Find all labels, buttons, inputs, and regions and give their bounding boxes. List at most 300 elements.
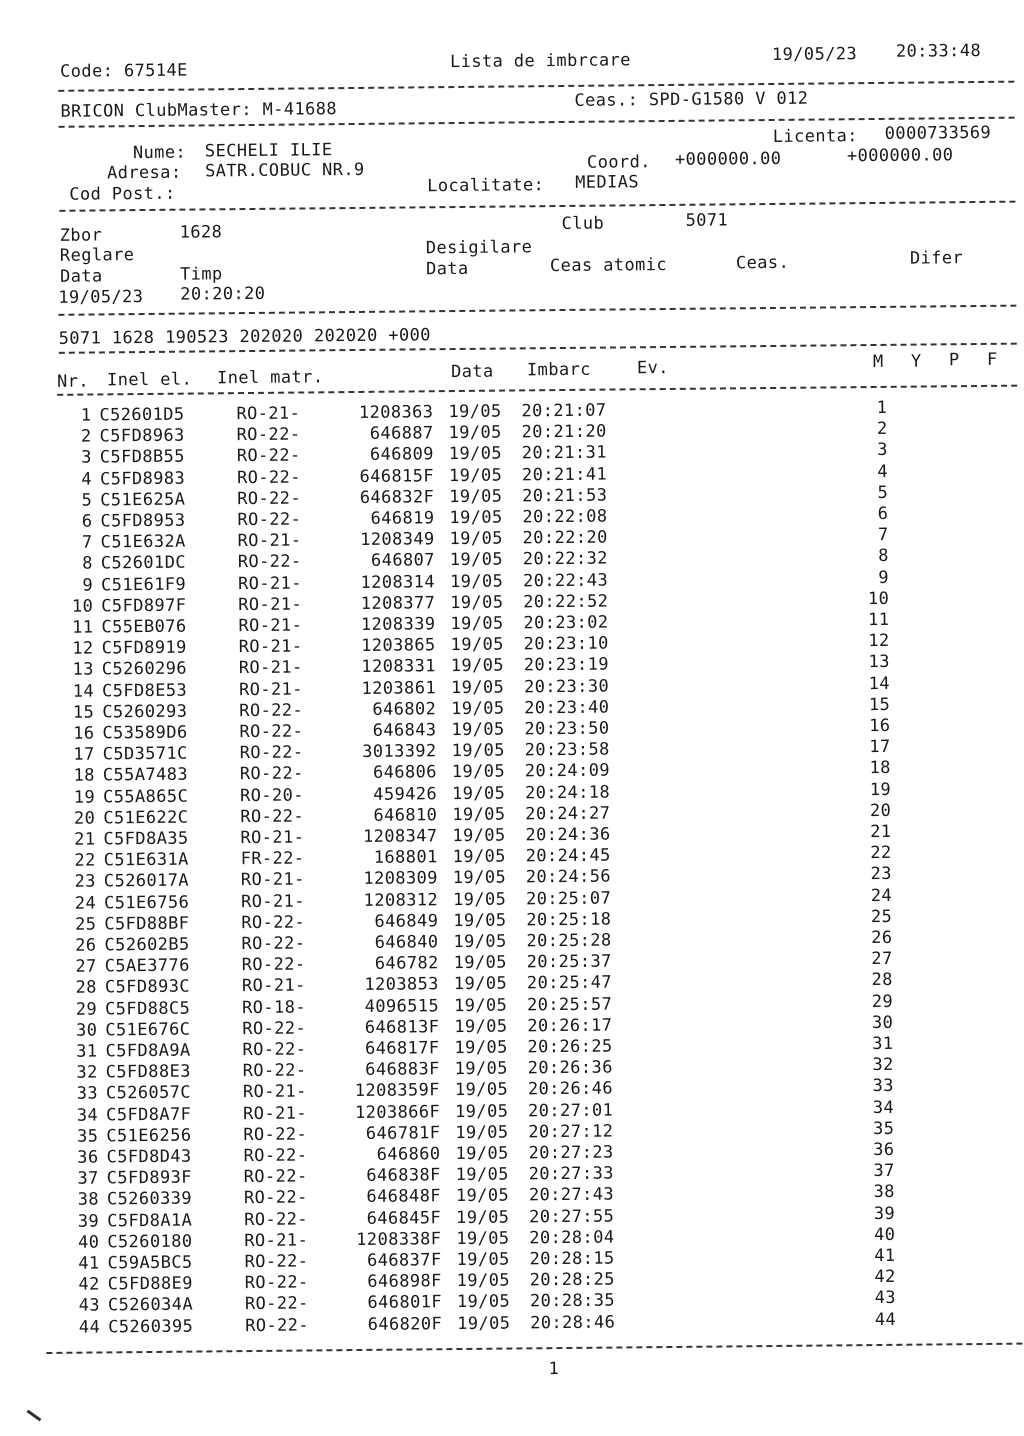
row-number: 13 — [72, 659, 94, 681]
place: 30 — [871, 1012, 894, 1033]
place: 4 — [877, 461, 889, 482]
ring-serial: 646860 — [376, 1144, 441, 1165]
ring-country-year: RO-22- — [239, 700, 304, 721]
ring-country-year: RO-22- — [237, 551, 302, 573]
ring-electronic: C51E6756 — [103, 892, 190, 914]
arrival-date: 19/05 — [449, 571, 504, 592]
print-date: 19/05/23 — [771, 44, 858, 65]
arrival-date: 19/05 — [451, 719, 505, 741]
row-number: 29 — [75, 999, 98, 1020]
arrival-time: 20:25:18 — [526, 909, 612, 931]
column-y: Y — [910, 351, 922, 372]
column-f: F — [986, 349, 998, 370]
row-number: 12 — [72, 638, 94, 659]
ring-country-year: RO-21- — [240, 869, 305, 891]
arrival-date: 19/05 — [449, 528, 503, 550]
ring-country-year: RO-22- — [243, 1166, 308, 1188]
ring-serial: 1203861 — [361, 677, 437, 699]
place: 15 — [868, 694, 891, 715]
ring-serial: 646802 — [372, 699, 437, 720]
arrival-date: 19/05 — [451, 740, 505, 762]
ring-country-year: RO-22- — [243, 1124, 308, 1145]
ring-country-year: RO-22- — [236, 467, 301, 488]
divider — [58, 305, 1016, 316]
row-number: 39 — [77, 1211, 100, 1232]
row-number: 40 — [77, 1232, 100, 1253]
ring-country-year: RO-21- — [236, 403, 301, 425]
arrival-time: 20:28:15 — [529, 1248, 615, 1270]
arrival-date: 19/05 — [452, 889, 507, 910]
ring-country-year: RO-21- — [237, 530, 302, 552]
arrival-date: 19/05 — [449, 507, 503, 529]
column-nr: Nr. — [56, 371, 90, 392]
column-date: Data — [450, 361, 494, 383]
row-number: 44 — [78, 1317, 101, 1338]
row-number: 42 — [78, 1274, 100, 1295]
column-ring-electronic: Inel el. — [106, 369, 193, 391]
row-number: 4 — [81, 469, 93, 490]
arrival-time: 20:22:20 — [522, 527, 608, 549]
ring-serial: 1208312 — [363, 889, 439, 911]
difference-label: Difer — [909, 248, 964, 269]
ring-electronic: C51E6256 — [106, 1125, 192, 1147]
flight-label: Zbor — [59, 225, 103, 246]
row-number: 6 — [81, 511, 93, 532]
ring-country-year: RO-22- — [241, 933, 306, 955]
arrival-date: 19/05 — [455, 1122, 509, 1143]
arrival-time: 20:22:32 — [522, 548, 609, 570]
summary-line: 5071 1628 190523 202020 202020 +000 — [58, 325, 431, 349]
ring-electronic: C5FD893C — [104, 976, 191, 998]
row-number: 23 — [74, 871, 96, 893]
place: 41 — [874, 1245, 896, 1267]
arrival-date: 19/05 — [450, 677, 505, 698]
place: 26 — [871, 927, 893, 949]
ring-serial: 646806 — [372, 762, 437, 784]
arrival-date: 19/05 — [452, 804, 506, 825]
row-number: 37 — [77, 1168, 99, 1189]
club-label: Club — [561, 213, 605, 235]
ring-serial: 646845F — [366, 1207, 442, 1229]
ring-country-year: RO-22- — [239, 763, 304, 785]
ring-country-year: RO-22- — [242, 1039, 307, 1061]
arrival-time: 20:26:17 — [527, 1015, 613, 1037]
ring-serial: 1208377 — [360, 593, 436, 614]
arrival-time: 20:26:46 — [527, 1078, 614, 1100]
ring-serial: 1208347 — [362, 826, 438, 847]
clubmaster-label: BRICON ClubMaster: M-41688 — [60, 99, 338, 122]
locality-value: MEDIAS — [575, 172, 640, 193]
place: 20 — [869, 800, 892, 821]
ring-serial: 646883F — [365, 1059, 440, 1081]
ring-serial: 646849 — [374, 911, 439, 932]
ring-serial: 1203853 — [364, 974, 439, 996]
name-label: Nume: — [132, 142, 187, 164]
ring-country-year: RO-21- — [238, 679, 303, 700]
atomic-clock-label: Ceas atomic — [549, 254, 668, 277]
set-label: Reglare — [59, 245, 135, 266]
arrival-time: 20:25:57 — [526, 994, 613, 1015]
place: 39 — [873, 1203, 896, 1224]
ring-electronic: C59A5BC5 — [107, 1252, 193, 1274]
arrival-date: 19/05 — [454, 995, 508, 1016]
place: 3 — [877, 440, 888, 461]
licence-label: Licenta: — [772, 126, 858, 147]
arrival-date: 19/05 — [453, 973, 508, 995]
arrival-time: 20:27:43 — [528, 1184, 615, 1206]
place: 21 — [870, 821, 892, 843]
arrival-date: 19/05 — [454, 1016, 508, 1037]
ring-serial: 1208339 — [360, 614, 436, 635]
place: 40 — [873, 1224, 896, 1245]
column-p: P — [948, 350, 960, 371]
ring-electronic: C5FD8B55 — [99, 447, 186, 468]
arrival-time: 20:27:55 — [529, 1206, 615, 1227]
arrival-date: 19/05 — [454, 1037, 508, 1059]
ring-serial: 646837F — [366, 1250, 442, 1271]
ring-country-year: RO-21- — [241, 975, 306, 997]
arrival-time: 20:23:02 — [523, 612, 609, 634]
place: 23 — [870, 864, 892, 885]
arrival-date: 19/05 — [455, 1185, 510, 1207]
arrival-time: 20:28:46 — [530, 1312, 616, 1333]
arrival-date: 19/05 — [449, 549, 504, 571]
place: 29 — [871, 991, 894, 1012]
ring-country-year: RO-22- — [244, 1251, 309, 1273]
arrival-date: 19/05 — [455, 1164, 510, 1186]
document-title: Lista de imbrcare — [449, 50, 631, 73]
ring-country-year: RO-22- — [242, 1018, 307, 1039]
ring-country-year: RO-18- — [242, 997, 307, 1018]
place: 10 — [867, 588, 890, 609]
place: 43 — [874, 1288, 897, 1309]
arrival-time: 20:28:04 — [529, 1227, 615, 1249]
ring-electronic: C5260395 — [108, 1316, 194, 1337]
arrival-date: 19/05 — [448, 422, 502, 444]
ring-country-year: RO-22- — [236, 445, 301, 467]
row-number: 21 — [74, 829, 96, 850]
ring-electronic: C5FD88BF — [104, 913, 190, 935]
ring-country-year: RO-22- — [243, 1145, 308, 1167]
postcode-label: Cod Post.: — [69, 183, 176, 205]
page-number: 1 — [548, 1359, 560, 1380]
arrival-time: 20:24:27 — [525, 803, 611, 825]
ring-country-year: RO-21- — [237, 573, 302, 594]
row-number: 9 — [82, 575, 94, 596]
ring-serial: 646809 — [369, 444, 434, 466]
locality-label: Localitate: — [427, 175, 545, 197]
arrival-date: 19/05 — [450, 634, 504, 656]
ring-serial: 3013392 — [362, 741, 437, 763]
row-number: 1 — [80, 405, 92, 426]
ring-country-year: RO-22- — [244, 1272, 309, 1294]
ring-electronic: C5FD8D43 — [106, 1146, 192, 1168]
divider — [46, 1343, 1024, 1354]
club-value: 5071 — [685, 210, 729, 231]
place: 5 — [877, 482, 889, 503]
place: 36 — [873, 1139, 895, 1161]
row-number: 18 — [73, 765, 95, 787]
arrival-date: 19/05 — [448, 401, 502, 423]
ring-country-year: RO-22- — [244, 1293, 309, 1315]
place: 13 — [868, 652, 890, 673]
row-number: 8 — [82, 553, 93, 575]
address-value: SATR.COBUC NR.9 — [204, 159, 365, 182]
ring-country-year: RO-22- — [241, 954, 306, 976]
place: 35 — [872, 1118, 895, 1139]
date-label: Data — [59, 266, 103, 287]
ring-country-year: RO-21- — [244, 1230, 309, 1251]
arrival-date: 19/05 — [453, 931, 507, 953]
arrival-date: 19/05 — [455, 1143, 509, 1165]
arrival-date: 19/05 — [456, 1270, 511, 1292]
ring-serial: 1203865 — [361, 635, 436, 657]
ring-serial: 459426 — [373, 783, 438, 805]
ring-country-year: RO-22- — [236, 424, 301, 446]
ring-country-year: RO-22- — [241, 912, 306, 933]
place: 2 — [876, 419, 888, 440]
ring-electronic: C5260293 — [102, 701, 188, 723]
ring-serial: 1208363 — [358, 402, 434, 423]
place: 9 — [878, 567, 890, 588]
ring-serial: 646815F — [359, 465, 435, 487]
column-ring-number: Inel matr. — [216, 367, 324, 389]
row-number: 20 — [73, 808, 96, 829]
row-number: 33 — [76, 1083, 99, 1105]
arrival-time: 20:22:43 — [522, 570, 609, 591]
licence-value: 0000733569 — [884, 122, 992, 144]
ring-serial: 646820F — [367, 1313, 443, 1335]
ring-electronic: C51E676C — [105, 1019, 191, 1041]
place: 38 — [873, 1182, 896, 1203]
ring-country-year: RO-22- — [237, 488, 302, 509]
code-label: Code: 67514E — [60, 60, 188, 82]
arrival-time: 20:24:56 — [525, 866, 612, 888]
row-number: 22 — [74, 850, 96, 871]
row-number: 3 — [81, 447, 92, 469]
arrival-time: 20:22:52 — [523, 591, 609, 613]
arrival-time: 20:22:08 — [522, 506, 608, 528]
place: 14 — [868, 673, 891, 694]
ring-electronic: C5260339 — [106, 1188, 193, 1210]
ring-country-year: RO-21- — [238, 657, 303, 679]
ring-country-year: RO-20- — [239, 785, 304, 806]
ring-electronic: C5FD8A7F — [106, 1104, 192, 1126]
ring-country-year: RO-22- — [244, 1209, 309, 1230]
ring-country-year: FR-22- — [240, 848, 305, 870]
arrival-time: 20:21:07 — [521, 400, 607, 422]
divider — [57, 385, 1017, 396]
arrival-time: 20:25:47 — [526, 972, 613, 994]
ring-electronic: C51E61F9 — [100, 574, 187, 596]
row-number: 19 — [73, 787, 96, 808]
ring-serial: 168801 — [373, 847, 438, 869]
ring-serial: 646781F — [365, 1123, 441, 1144]
place: 1 — [876, 397, 888, 418]
ring-country-year: RO-22- — [239, 721, 304, 743]
ring-electronic: C51E632A — [100, 531, 186, 553]
arrival-date: 19/05 — [451, 761, 506, 783]
place: 24 — [870, 885, 893, 906]
ring-electronic: C5FD88E9 — [107, 1273, 193, 1295]
ring-electronic: C5AE3776 — [104, 955, 190, 977]
ring-electronic: C5FD8A9A — [105, 1040, 191, 1062]
ring-country-year: RO-22- — [239, 742, 304, 764]
ring-electronic: C526034A — [107, 1294, 194, 1316]
arrival-time: 20:21:20 — [521, 421, 607, 443]
ring-electronic: C5260296 — [101, 659, 188, 680]
arrival-time: 20:25:37 — [526, 951, 612, 973]
place: 11 — [868, 609, 890, 631]
place: 33 — [872, 1076, 894, 1097]
place: 18 — [869, 758, 891, 779]
set-time: 20:20:20 — [180, 283, 266, 305]
coord-x: +000000.00 — [674, 148, 782, 170]
place: 7 — [877, 525, 889, 546]
ring-electronic: C5FD8983 — [99, 468, 186, 490]
ring-serial: 1208349 — [360, 529, 435, 551]
ring-electronic: C5FD893F — [106, 1167, 192, 1189]
coord-label: Coord. — [586, 152, 651, 173]
ring-country-year: RO-22- — [237, 509, 302, 531]
divider — [58, 81, 1014, 92]
place: 25 — [870, 906, 893, 927]
arrival-date: 19/05 — [455, 1101, 509, 1122]
ring-country-year: RO-21- — [242, 1081, 307, 1103]
ring-serial: 4096515 — [364, 995, 440, 1017]
row-number: 24 — [74, 893, 97, 914]
row-number: 32 — [76, 1062, 98, 1083]
row-number: 30 — [75, 1020, 98, 1041]
arrival-date: 19/05 — [452, 867, 507, 889]
arrival-time: 20:28:35 — [529, 1290, 616, 1312]
coord-y: +000000.00 — [846, 145, 954, 167]
ring-serial: 1208338F — [356, 1228, 442, 1250]
arrival-time: 20:23:10 — [523, 633, 609, 655]
ring-electronic: C5FD8919 — [101, 637, 187, 659]
ring-serial: 1208309 — [363, 868, 438, 890]
set-date: 19/05/23 — [58, 287, 144, 308]
row-number: 16 — [73, 723, 95, 744]
place: 22 — [870, 843, 892, 864]
ring-electronic: C5260180 — [107, 1231, 193, 1253]
ring-electronic: C526057C — [105, 1082, 192, 1104]
ring-serial: 646819 — [370, 508, 435, 529]
ring-country-year: RO-21- — [238, 636, 303, 658]
ring-serial: 646848F — [366, 1186, 442, 1208]
ring-electronic: C5FD8A35 — [103, 828, 189, 850]
arrival-time: 20:23:50 — [524, 718, 610, 740]
unseal-date-label: Data — [425, 258, 469, 280]
time-label: Timp — [179, 264, 223, 285]
arrival-time: 20:27:12 — [528, 1121, 614, 1143]
place: 6 — [877, 503, 889, 524]
column-m: M — [872, 351, 884, 373]
unseal-label: Desigilare — [425, 237, 533, 259]
ring-electronic: C53589D6 — [102, 722, 188, 744]
place: 37 — [873, 1161, 895, 1182]
arrival-time: 20:24:18 — [524, 782, 611, 803]
divider — [59, 201, 1015, 212]
arrival-date: 19/05 — [452, 825, 506, 847]
arrival-time: 20:21:41 — [521, 464, 608, 485]
arrival-date: 19/05 — [450, 655, 505, 677]
arrival-time: 20:25:28 — [526, 930, 612, 952]
arrival-date: 19/05 — [456, 1207, 510, 1228]
arrival-time: 20:27:33 — [528, 1163, 614, 1185]
place: 32 — [872, 1055, 894, 1076]
place: 31 — [872, 1033, 894, 1055]
ring-country-year: RO-21- — [243, 1103, 308, 1124]
place: 17 — [869, 737, 891, 758]
arrival-time: 20:23:30 — [523, 676, 610, 697]
ring-serial: 1208359F — [354, 1080, 441, 1102]
arrival-date: 19/05 — [454, 1058, 508, 1080]
ring-electronic: C55A7483 — [102, 765, 189, 786]
ring-electronic: C5FD8A1A — [107, 1210, 193, 1232]
ring-serial: 646898F — [367, 1271, 442, 1293]
ring-electronic: C55A865C — [102, 786, 189, 808]
place: 16 — [869, 715, 891, 737]
arrival-date: 19/05 — [453, 910, 507, 931]
place: 19 — [869, 779, 892, 800]
ring-electronic: C5D3571C — [102, 743, 188, 765]
arrival-time: 20:23:58 — [524, 739, 610, 761]
ring-serial: 646813F — [364, 1017, 440, 1038]
ring-electronic: C526017A — [103, 870, 190, 892]
ring-serial: 646843 — [372, 720, 437, 741]
column-event: Ev. — [636, 357, 669, 379]
ring-serial: 646817F — [364, 1038, 440, 1059]
ring-serial: 646832F — [359, 487, 435, 508]
arrival-date: 19/05 — [452, 846, 506, 868]
arrival-date: 19/05 — [456, 1291, 511, 1313]
ring-serial: 646810 — [373, 805, 438, 826]
arrival-time: 20:24:09 — [524, 760, 611, 782]
row-number: 10 — [71, 596, 94, 617]
ring-country-year: RO-22- — [245, 1315, 310, 1336]
ring-electronic: C5FD8E53 — [101, 680, 188, 702]
name-value: SECHELI ILIE — [204, 140, 333, 162]
ring-electronic: C52602B5 — [104, 934, 190, 956]
row-number: 25 — [74, 914, 97, 935]
row-number: 28 — [75, 977, 98, 999]
ring-electronic: C51E631A — [103, 849, 189, 871]
ring-electronic: C5FD897F — [101, 595, 187, 617]
ring-electronic: C5FD8963 — [99, 425, 185, 447]
row-number: 2 — [80, 426, 92, 447]
arrival-date: 19/05 — [450, 613, 504, 635]
ring-serial: 646807 — [370, 550, 435, 572]
ring-electronic: C5FD88E3 — [105, 1061, 191, 1083]
ring-serial: 646840 — [374, 932, 439, 953]
ring-serial: 1208331 — [361, 656, 436, 678]
address-label: Adresa: — [106, 162, 182, 184]
arrival-date: 19/05 — [448, 443, 503, 465]
ring-electronic: C52601D5 — [99, 404, 185, 426]
arrival-date: 19/05 — [453, 952, 507, 974]
arrival-time: 20:24:45 — [525, 845, 611, 867]
ring-country-year: RO-22- — [240, 806, 305, 827]
row-number: 43 — [78, 1295, 101, 1317]
arrival-date: 19/05 — [451, 783, 506, 804]
row-number: 27 — [75, 956, 97, 977]
row-number: 11 — [72, 617, 94, 638]
ring-electronic: C5FD8953 — [100, 510, 186, 532]
print-time: 20:33:48 — [895, 40, 982, 62]
ring-electronic: C52601DC — [100, 553, 187, 574]
arrival-time: 20:21:53 — [522, 485, 608, 507]
